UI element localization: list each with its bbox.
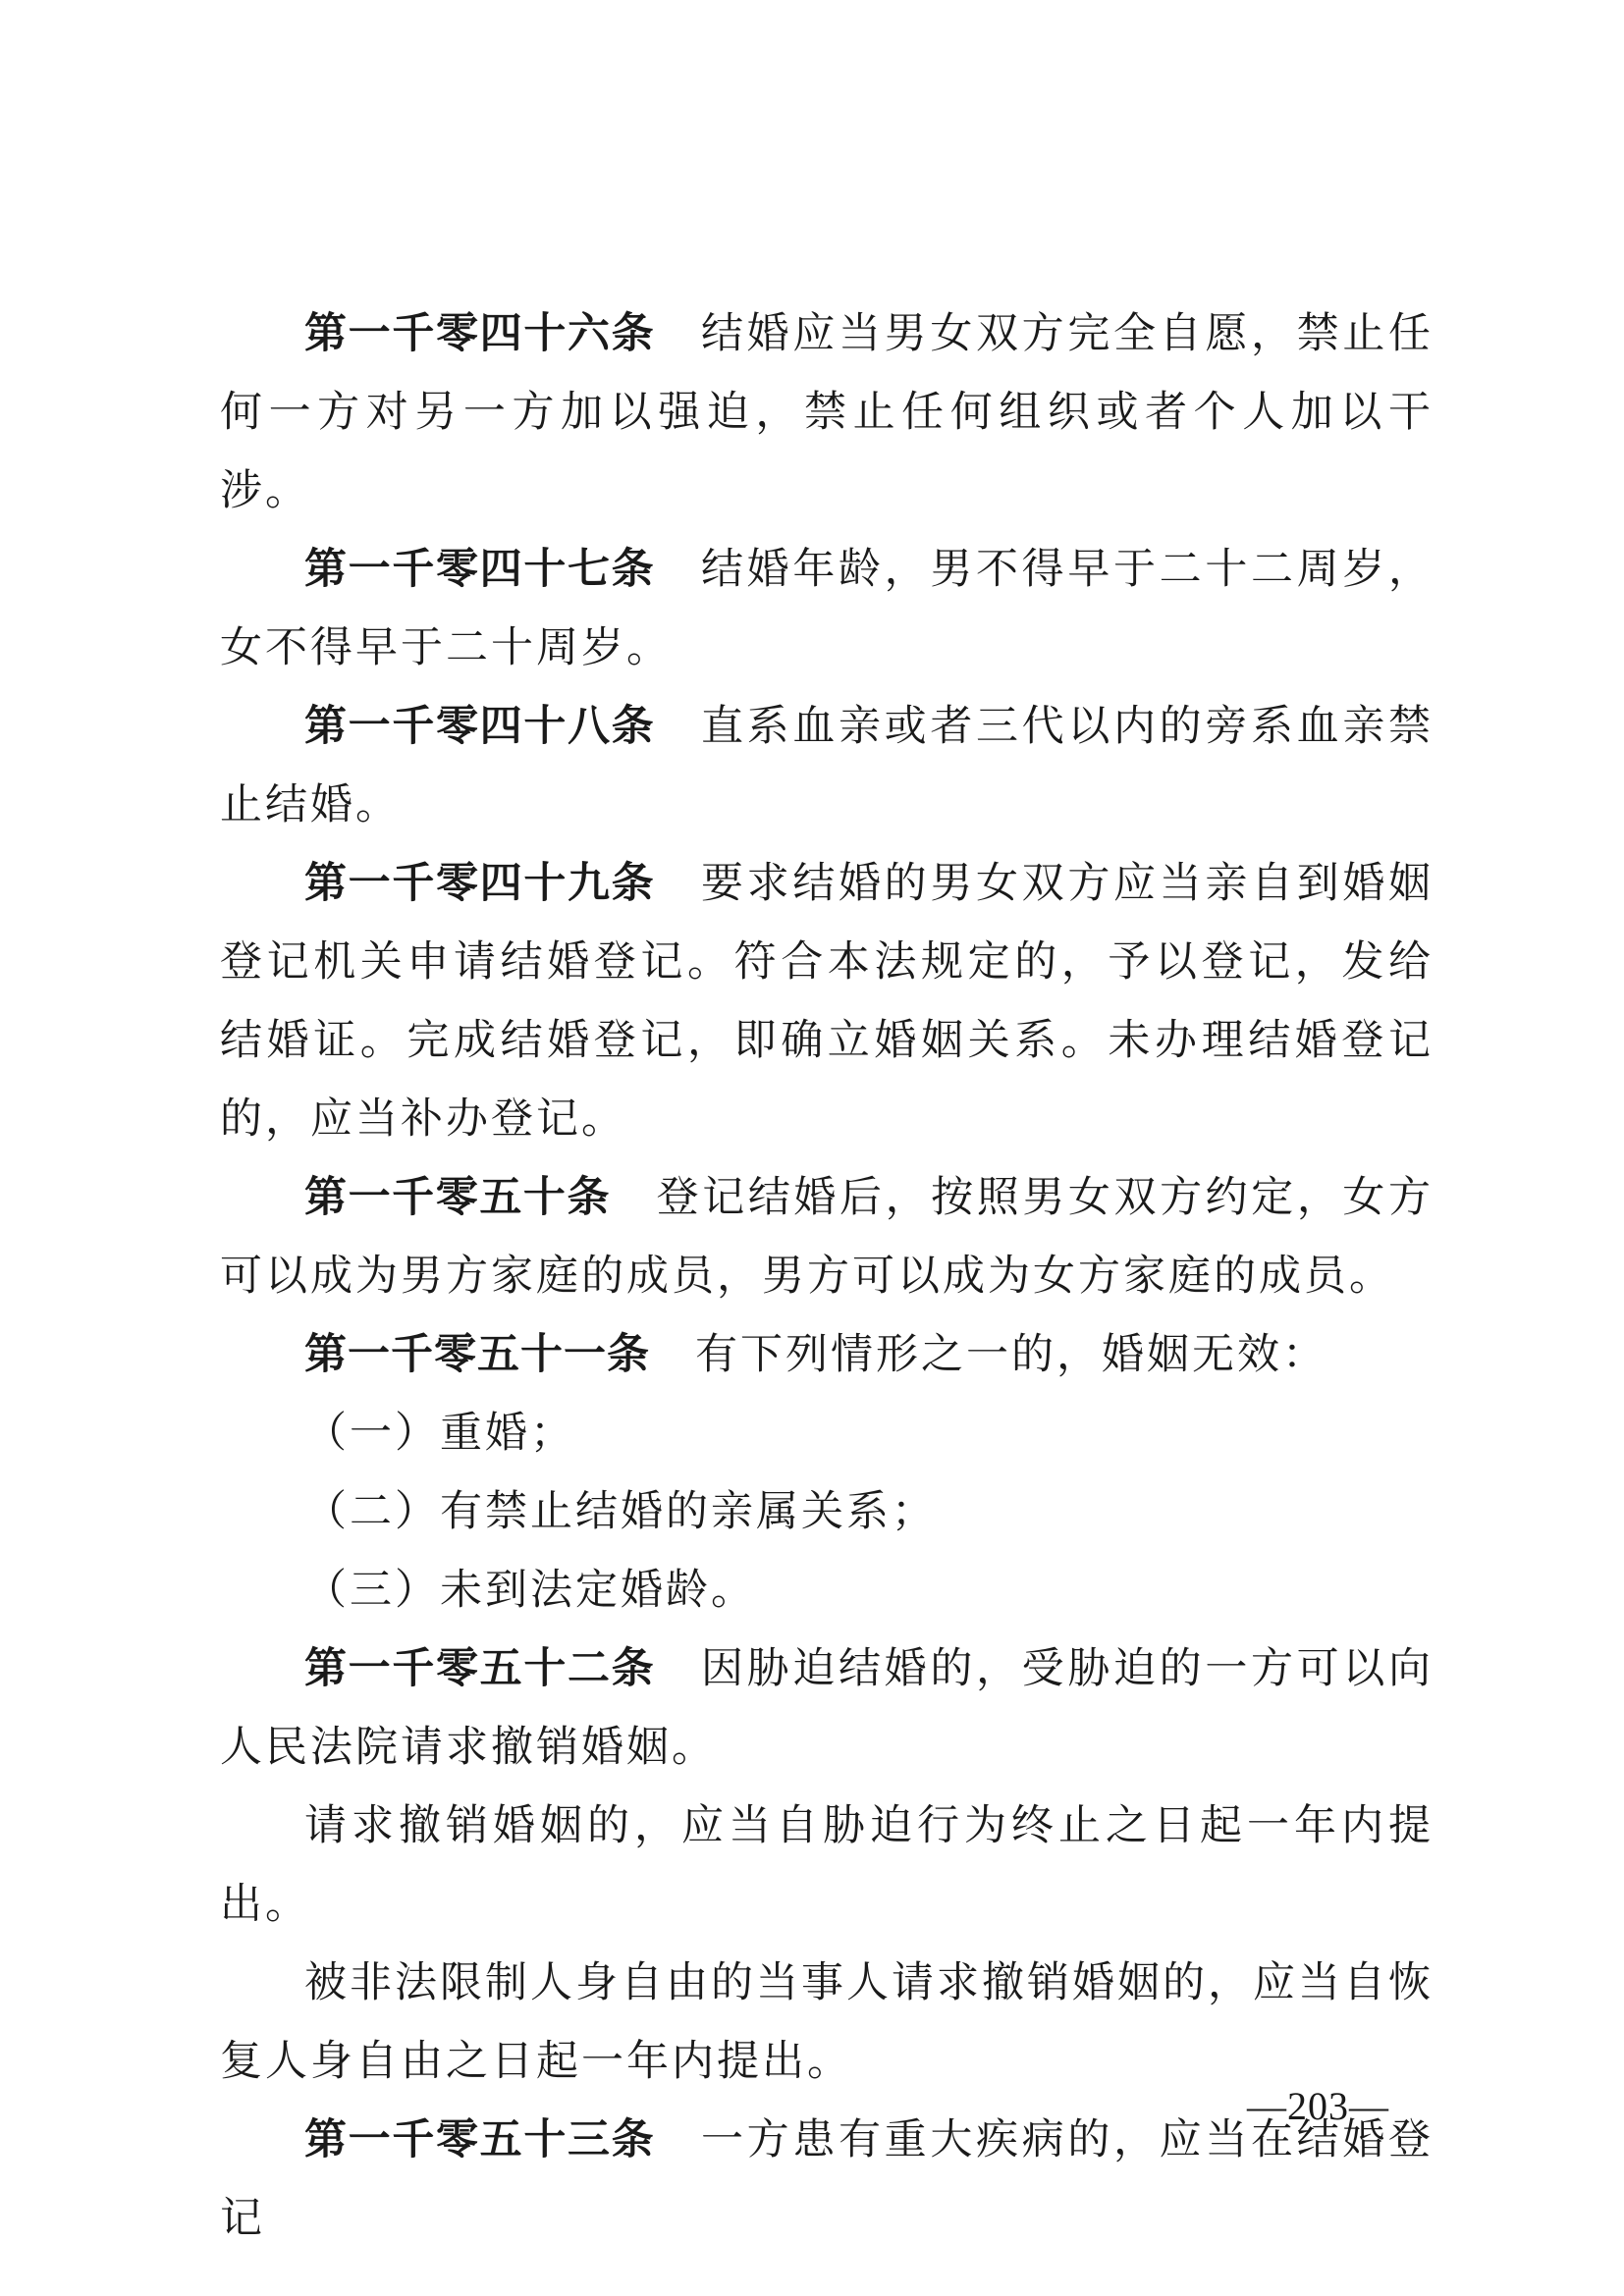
list-item-3 [220, 1551, 1434, 1629]
article-text: 一方患有重大疾病的，应当在结婚登记 [220, 2115, 1435, 2243]
article-number: 第一千零五十三条 [304, 2115, 656, 2164]
paragraph-article-1046 [220, 294, 1434, 530]
article-text: 结婚应当男女双方完全自愿，禁止任何一方对另一方加以强迫，禁止任何组织或者个人加以干涉。 [220, 309, 1435, 515]
article-number: 第一千零四十六条 [304, 309, 656, 358]
list-item-text: （一）重婚； [304, 1409, 575, 1458]
article-text: 登记结婚后，按照男女双方约定，女方可以成为男方家庭的成员，男方可以成为女方家庭的成员。 [220, 1173, 1435, 1301]
article-text: 结婚年龄，男不得早于二十二周岁，女不得早于二十周岁。 [220, 545, 1435, 672]
paragraph-article-1049 [220, 844, 1434, 1158]
article-number: 第一千零四十七条 [304, 545, 656, 594]
article-number: 第一千零五十条 [304, 1173, 612, 1222]
paragraph-article-1050 [220, 1158, 1434, 1315]
article-number: 第一千零五十一条 [304, 1330, 650, 1379]
clause-text: 被非法限制人身自由的当事人请求撤销婚姻的，应当自恢复人身自由之日起一年内提出。 [220, 1958, 1434, 2086]
paragraph-article-1048 [220, 687, 1434, 844]
document-page [220, 294, 1434, 2258]
article-number: 第一千零五十二条 [304, 1644, 656, 1693]
paragraph-article-1047 [220, 530, 1434, 687]
article-number: 第一千零四十八条 [304, 702, 656, 751]
article-text: 直系血亲或者三代以内的旁系血亲禁止结婚。 [220, 702, 1435, 829]
paragraph-clause [220, 1944, 1434, 2101]
page-number: —203— [1247, 2084, 1389, 2128]
article-text: 要求结婚的男女双方应当亲自到婚姻登记机关申请结婚登记。符合本法规定的，予以登记，发给结婚证。完成结婚登记，即确立婚姻关系。未办理结婚登记的，应当补办登记。 [220, 859, 1435, 1144]
list-item-2 [220, 1472, 1434, 1551]
article-text: 因胁迫结婚的，受胁迫的一方可以向人民法院请求撤销婚姻。 [220, 1644, 1435, 1772]
list-item-1 [220, 1394, 1434, 1472]
list-item-text: （二）有禁止结婚的亲属关系； [304, 1487, 937, 1536]
paragraph-clause [220, 1787, 1434, 1944]
clause-text: 请求撤销婚姻的，应当自胁迫行为终止之日起一年内提出。 [220, 1801, 1434, 1929]
paragraph-article-1051 [220, 1315, 1434, 1394]
article-number: 第一千零四十九条 [304, 859, 656, 908]
paragraph-article-1052 [220, 1629, 1434, 1787]
article-text: 有下列情形之一的，婚姻无效： [695, 1330, 1327, 1379]
list-item-text: （三）未到法定婚龄。 [304, 1566, 756, 1615]
